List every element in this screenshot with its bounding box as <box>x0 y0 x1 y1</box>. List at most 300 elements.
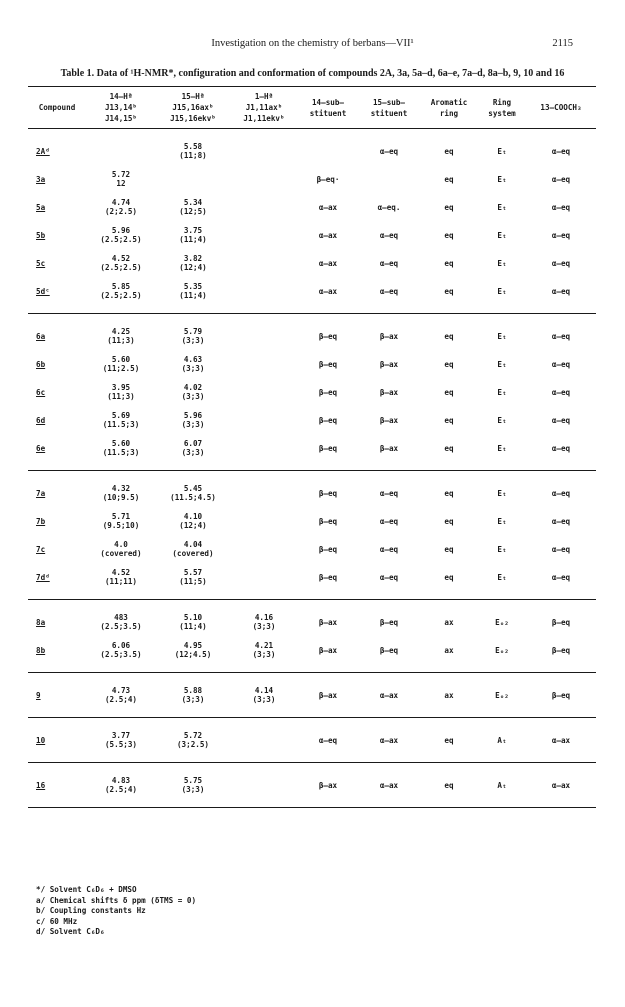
shift-cell <box>156 165 230 193</box>
compound-cell: 6d <box>36 415 46 425</box>
ring-system-cell: Eₜ <box>497 415 507 425</box>
aromatic-ring-cell: eq <box>444 443 454 453</box>
shift-cell <box>86 277 156 314</box>
substituent-14-cell: β–ax <box>318 690 338 700</box>
chemical-shift: 3.95 <box>111 383 131 392</box>
compound-cell: 6a <box>36 331 46 341</box>
coupling-constants: (11;3) <box>107 392 135 401</box>
aromatic-ring-cell: eq <box>444 146 454 156</box>
chemical-shift: 4.21 <box>254 641 274 650</box>
column-header <box>230 87 298 129</box>
shift-cell <box>86 600 156 637</box>
aromatic-ring-cell: eq <box>444 387 454 397</box>
substituent-14-cell: β–eq <box>318 331 338 341</box>
substituent-15-cell: β–ax <box>379 415 399 425</box>
column-header-line: 15–sub– <box>372 97 405 107</box>
chemical-shift: 5.10 <box>183 613 203 622</box>
shift-cell <box>230 434 298 471</box>
column-header-line: 14–sub– <box>311 97 344 107</box>
coupling-constants: (2.5;3.5) <box>100 650 142 659</box>
substituent-15-cell: α–ax <box>379 780 399 790</box>
chemical-shift: 483 <box>114 613 128 622</box>
column-header-line: 13–COOCH₃ <box>540 103 582 112</box>
shift-cell <box>86 378 156 406</box>
table-caption: Table 1. Data of ¹H-NMR*, configuration and conformation of compounds 2A, 3a, 5a–d, 6a–e, 7a–d, 8a–b, 9, 10 and 16 <box>60 68 565 79</box>
table-row <box>28 277 596 314</box>
ring-system-cell: Eₜ <box>497 146 507 156</box>
substituent-15-cell <box>358 165 420 193</box>
chemical-shift: 5.85 <box>111 282 131 291</box>
aromatic-ring-cell: eq <box>444 230 454 240</box>
compound-cell: 7c <box>36 544 46 554</box>
cooch3-cell: α–eq <box>551 544 571 554</box>
chemical-shift: 5.96 <box>111 226 131 235</box>
compound-cell: 5b <box>36 230 46 240</box>
compound-cell: 5dᶜ <box>36 286 50 296</box>
shift-cell <box>156 673 230 718</box>
chemical-shift: 4.10 <box>183 512 203 521</box>
column-header-line: Ring <box>492 97 512 107</box>
shift-cell <box>86 249 156 277</box>
substituent-15-cell: α–eq <box>379 544 399 554</box>
substituent-14-cell: β–eq <box>318 415 338 425</box>
shift-cell <box>86 314 156 351</box>
table-row <box>28 636 596 673</box>
compound-cell: 8b <box>36 645 46 655</box>
coupling-constants: (3;3) <box>181 695 205 704</box>
substituent-14-cell: α–ax <box>318 258 338 268</box>
compound-cell: 6c <box>36 387 46 397</box>
aromatic-ring-cell: ax <box>444 617 454 627</box>
substituent-15-cell: β–ax <box>379 387 399 397</box>
ring-system-cell: Eₜ <box>497 331 507 341</box>
chemical-shift: 4.95 <box>183 641 203 650</box>
chemical-shift: 5.96 <box>183 411 203 420</box>
shift-cell <box>156 350 230 378</box>
compound-cell: 3a <box>36 174 46 184</box>
table-row <box>28 763 596 808</box>
chemical-shift: 5.60 <box>111 439 131 448</box>
aromatic-ring-cell: eq <box>444 516 454 526</box>
aromatic-ring-cell: eq <box>444 572 454 582</box>
coupling-constants: (3;3) <box>252 650 276 659</box>
column-header-line: J1,11axᵇ <box>245 103 283 112</box>
shift-cell <box>86 350 156 378</box>
ring-system-cell: Eₜ <box>497 572 507 582</box>
coupling-constants: (covered) <box>100 549 142 558</box>
shift-cell <box>156 636 230 673</box>
substituent-15-cell: α–eq <box>379 258 399 268</box>
shift-cell <box>230 600 298 637</box>
coupling-constants: (12;5) <box>179 207 207 216</box>
coupling-constants: (12;4.5) <box>174 650 212 659</box>
footnote: c/ 60 MHz <box>36 916 78 926</box>
table-row <box>28 600 596 637</box>
substituent-14-cell: α–ax <box>318 202 338 212</box>
cooch3-cell: α–ax <box>551 735 571 745</box>
cooch3-cell: α–eq <box>551 146 571 156</box>
ring-system-cell: Aₜ <box>497 735 507 745</box>
column-header-line: stituent <box>370 108 408 118</box>
cooch3-cell: β–eq <box>551 690 571 700</box>
chemical-shift: 5.45 <box>183 484 203 493</box>
shift-cell <box>230 763 298 808</box>
table-row <box>28 535 596 563</box>
column-header <box>526 87 596 129</box>
table-row <box>28 378 596 406</box>
chemical-shift: 4.02 <box>183 383 203 392</box>
shift-cell <box>86 129 156 166</box>
shift-cell <box>156 277 230 314</box>
substituent-14-cell: β–eq <box>318 488 338 498</box>
substituent-14-cell: β–eq <box>318 572 338 582</box>
shift-cell <box>86 673 156 718</box>
chemical-shift: 5.72 <box>111 170 131 179</box>
ring-system-cell: Eₜ <box>497 286 507 296</box>
shift-cell <box>86 636 156 673</box>
table-footnotes <box>36 885 196 938</box>
chemical-shift: 4.63 <box>183 355 203 364</box>
aromatic-ring-cell: eq <box>444 735 454 745</box>
coupling-constants: (3;3) <box>181 364 205 373</box>
cooch3-cell: α–eq <box>551 230 571 240</box>
shift-cell <box>230 193 298 221</box>
shift-cell <box>156 129 230 166</box>
table-header <box>28 87 596 129</box>
table-row <box>28 249 596 277</box>
column-header <box>358 87 420 129</box>
chemical-shift: 5.60 <box>111 355 131 364</box>
column-header-line: Aromatic <box>430 97 468 107</box>
cooch3-cell: α–eq <box>551 387 571 397</box>
chemical-shift: 6.07 <box>183 439 203 448</box>
substituent-14-cell: β–eq <box>318 544 338 554</box>
chemical-shift: 5.35 <box>183 282 203 291</box>
table-row <box>28 434 596 471</box>
table-row <box>28 314 596 351</box>
substituent-14-cell: α–eq <box>318 735 338 745</box>
column-header-line: stituent <box>309 108 347 118</box>
aromatic-ring-cell: eq <box>444 286 454 296</box>
shift-cell <box>156 471 230 508</box>
compound-cell: 5a <box>36 202 46 212</box>
shift-cell <box>86 563 156 600</box>
footnote: a/ Chemical shifts δ ppm (δTMS = 0) <box>36 895 197 905</box>
coupling-constants: (11.5;3) <box>102 420 140 429</box>
ring-system-cell: Eₜ <box>497 174 507 184</box>
coupling-constants: (5.5;3) <box>104 740 137 749</box>
compound-cell: 5c <box>36 258 46 268</box>
shift-cell <box>230 314 298 351</box>
shift-cell <box>230 129 298 166</box>
aromatic-ring-cell: eq <box>444 174 454 184</box>
page-number: 2115 <box>552 38 573 49</box>
coupling-constants: (11;2.5) <box>102 364 140 373</box>
coupling-constants: (3;3) <box>181 448 205 457</box>
chemical-shift: 4.25 <box>111 327 131 336</box>
chemical-shift: 5.75 <box>183 776 203 785</box>
shift-cell <box>86 471 156 508</box>
table-row <box>28 165 596 193</box>
shift-cell <box>230 563 298 600</box>
coupling-constants: (2.5;4) <box>104 785 137 794</box>
substituent-15-cell: α–eq. <box>377 202 401 212</box>
substituent-15-cell: α–ax <box>379 690 399 700</box>
shift-cell <box>156 600 230 637</box>
ring-system-cell: Eₜ <box>497 544 507 554</box>
aromatic-ring-cell: eq <box>444 202 454 212</box>
aromatic-ring-cell: eq <box>444 258 454 268</box>
chemical-shift: 5.88 <box>183 686 203 695</box>
shift-cell <box>86 535 156 563</box>
shift-cell <box>156 535 230 563</box>
chemical-shift: 4.14 <box>254 686 274 695</box>
shift-cell <box>230 471 298 508</box>
cooch3-cell: α–eq <box>551 174 571 184</box>
shift-cell <box>156 434 230 471</box>
chemical-shift: 4.52 <box>111 254 131 263</box>
shift-cell <box>86 718 156 763</box>
table-row <box>28 563 596 600</box>
aromatic-ring-cell: eq <box>444 544 454 554</box>
column-header-line: 15–Hª <box>181 92 205 101</box>
cooch3-cell: α–eq <box>551 202 571 212</box>
compound-cell: 7b <box>36 516 46 526</box>
shift-cell <box>230 378 298 406</box>
substituent-14-cell: β–eq <box>318 387 338 397</box>
header-row <box>28 87 596 129</box>
shift-cell <box>230 507 298 535</box>
nmr-data-table <box>28 86 596 808</box>
coupling-constants: (11;5) <box>179 577 207 586</box>
coupling-constants: (11.5;3) <box>102 448 140 457</box>
substituent-14-cell: β–eq <box>318 516 338 526</box>
chemical-shift: 5.57 <box>183 568 203 577</box>
substituent-15-cell: β–eq <box>379 617 399 627</box>
aromatic-ring-cell: eq <box>444 488 454 498</box>
shift-cell <box>156 406 230 434</box>
chemical-shift: 5.72 <box>183 731 203 740</box>
shift-cell <box>230 277 298 314</box>
compound-cell: 10 <box>36 735 46 745</box>
chemical-shift: 4.74 <box>111 198 131 207</box>
coupling-constants: (3;2.5) <box>176 740 209 749</box>
substituent-15-cell: α–eq <box>379 230 399 240</box>
column-header-line: J13,14ᵇ <box>104 103 137 112</box>
ring-system-cell: Eₜ <box>497 516 507 526</box>
compound-cell: 7a <box>36 488 46 498</box>
table-row <box>28 193 596 221</box>
coupling-constants: (3;3) <box>181 336 205 345</box>
ring-system-cell: Eₜ <box>497 359 507 369</box>
substituent-15-cell: α–eq <box>379 286 399 296</box>
chemical-shift: 4.32 <box>111 484 131 493</box>
substituent-15-cell: β–ax <box>379 331 399 341</box>
column-header <box>420 87 478 129</box>
running-title: Investigation on the chemistry of berbans—VII¹ <box>211 38 414 49</box>
ring-system-cell: Eₜ <box>497 258 507 268</box>
shift-cell <box>230 406 298 434</box>
shift-cell <box>86 221 156 249</box>
ring-system-cell: Eₜ <box>497 488 507 498</box>
coupling-constants: (3;3) <box>181 420 205 429</box>
compound-cell: 6e <box>36 443 46 453</box>
coupling-constants: (11;11) <box>104 577 137 586</box>
column-header-line: ring <box>439 108 459 118</box>
shift-cell <box>156 378 230 406</box>
shift-cell <box>156 507 230 535</box>
substituent-15-cell: α–eq <box>379 146 399 156</box>
table-body <box>28 129 596 808</box>
column-header <box>28 87 86 129</box>
cooch3-cell: α–eq <box>551 258 571 268</box>
substituent-15-cell: α–eq <box>379 516 399 526</box>
substituent-14-cell: β–ax <box>318 645 338 655</box>
table-row <box>28 471 596 508</box>
column-header-line: Compound <box>38 103 76 112</box>
coupling-constants: (2.5;2.5) <box>100 235 142 244</box>
table-row <box>28 507 596 535</box>
coupling-constants: (3;3) <box>181 392 205 401</box>
table-row <box>28 673 596 718</box>
substituent-14-cell: β–eq· <box>316 174 340 184</box>
ring-system-cell: Eₜ <box>497 230 507 240</box>
ring-system-cell: Eₜ <box>497 443 507 453</box>
compound-cell: 8a <box>36 617 46 627</box>
cooch3-cell: α–eq <box>551 415 571 425</box>
shift-cell <box>156 718 230 763</box>
compound-cell: 7dᵈ <box>36 572 50 582</box>
coupling-constants: 12 <box>116 179 126 188</box>
ring-system-cell: Eₒ₂ <box>495 690 509 700</box>
cooch3-cell: α–eq <box>551 516 571 526</box>
chemical-shift: 5.79 <box>183 327 203 336</box>
ring-system-cell: Eₒ₂ <box>495 617 509 627</box>
cooch3-cell: β–eq <box>551 617 571 627</box>
column-header <box>298 87 358 129</box>
aromatic-ring-cell: eq <box>444 415 454 425</box>
substituent-14-cell: β–ax <box>318 617 338 627</box>
shift-cell <box>156 249 230 277</box>
cooch3-cell: α–eq <box>551 359 571 369</box>
substituent-14-cell: β–eq <box>318 359 338 369</box>
chemical-shift: 5.69 <box>111 411 131 420</box>
table-row <box>28 350 596 378</box>
coupling-constants: (2;2.5) <box>104 207 137 216</box>
column-header-line: 1–Hª <box>254 92 274 101</box>
coupling-constants: (covered) <box>172 549 214 558</box>
chemical-shift: 4.83 <box>111 776 131 785</box>
coupling-constants: (2.5;2.5) <box>100 263 142 272</box>
chemical-shift: 5.34 <box>183 198 203 207</box>
shift-cell <box>230 165 298 193</box>
shift-cell <box>86 193 156 221</box>
coupling-constants: (11;4) <box>179 291 207 300</box>
shift-cell <box>156 221 230 249</box>
page-header <box>0 38 625 54</box>
compound-cell: 2Aᵈ <box>36 146 50 156</box>
chemical-shift: 4.73 <box>111 686 131 695</box>
aromatic-ring-cell: eq <box>444 331 454 341</box>
coupling-constants: (3;3) <box>252 695 276 704</box>
coupling-constants: (11;8) <box>179 151 207 160</box>
substituent-14-cell: α–ax <box>318 286 338 296</box>
coupling-constants: (10;9.5) <box>102 493 140 502</box>
chemical-shift: 4.04 <box>183 540 203 549</box>
substituent-15-cell: β–eq <box>379 645 399 655</box>
shift-cell <box>230 673 298 718</box>
coupling-constants: (2.5;3.5) <box>100 622 142 631</box>
coupling-constants: (2.5;2.5) <box>100 291 142 300</box>
coupling-constants: (3;3) <box>181 785 205 794</box>
shift-cell <box>230 636 298 673</box>
substituent-14-cell: β–ax <box>318 780 338 790</box>
coupling-constants: (11;4) <box>179 622 207 631</box>
substituent-14-cell <box>298 129 358 166</box>
shift-cell <box>230 535 298 563</box>
chemical-shift: 3.82 <box>183 254 203 263</box>
chemical-shift: 3.75 <box>183 226 203 235</box>
cooch3-cell: α–eq <box>551 572 571 582</box>
shift-cell <box>156 763 230 808</box>
aromatic-ring-cell: eq <box>444 780 454 790</box>
shift-cell <box>156 563 230 600</box>
cooch3-cell: α–eq <box>551 443 571 453</box>
substituent-15-cell: β–ax <box>379 359 399 369</box>
shift-cell <box>230 249 298 277</box>
substituent-15-cell: α–ax <box>379 735 399 745</box>
footnote: */ Solvent C₆D₆ + DMSO <box>36 885 137 894</box>
compound-cell: 16 <box>36 780 46 790</box>
column-header-line: system <box>488 108 516 118</box>
table-row <box>28 221 596 249</box>
coupling-constants: (11;3) <box>107 336 135 345</box>
cooch3-cell: β–eq <box>551 645 571 655</box>
substituent-15-cell: α–eq <box>379 572 399 582</box>
column-header-line: J15,16ekvᵇ <box>170 114 216 123</box>
shift-cell <box>86 406 156 434</box>
chemical-shift: 5.71 <box>111 512 131 521</box>
chemical-shift: 3.77 <box>111 731 131 740</box>
coupling-constants: (12;4) <box>179 521 207 530</box>
coupling-constants: (9.5;10) <box>102 521 140 530</box>
compound-cell: 6b <box>36 359 46 369</box>
shift-cell <box>230 718 298 763</box>
column-header-line: J14,15ᵇ <box>104 114 137 123</box>
coupling-constants: (12;4) <box>179 263 207 272</box>
substituent-14-cell: β–eq <box>318 443 338 453</box>
coupling-constants: (11.5;4.5) <box>170 493 216 502</box>
ring-system-cell: Aₜ <box>497 780 507 790</box>
column-header <box>156 87 230 129</box>
table-row <box>28 718 596 763</box>
aromatic-ring-cell: eq <box>444 359 454 369</box>
cooch3-cell: α–ax <box>551 780 571 790</box>
shift-cell <box>230 221 298 249</box>
shift-cell <box>230 350 298 378</box>
footnote: d/ Solvent C₆D₆ <box>36 927 105 936</box>
cooch3-cell: α–eq <box>551 286 571 296</box>
cooch3-cell: α–eq <box>551 488 571 498</box>
shift-cell <box>86 507 156 535</box>
ring-system-cell: Eₜ <box>497 387 507 397</box>
column-header-line: 14–Hª <box>109 92 133 101</box>
compound-cell: 9 <box>36 690 41 700</box>
column-header <box>478 87 526 129</box>
table-row <box>28 129 596 166</box>
shift-cell <box>86 434 156 471</box>
column-header-line: J15,16axᵇ <box>172 103 214 112</box>
